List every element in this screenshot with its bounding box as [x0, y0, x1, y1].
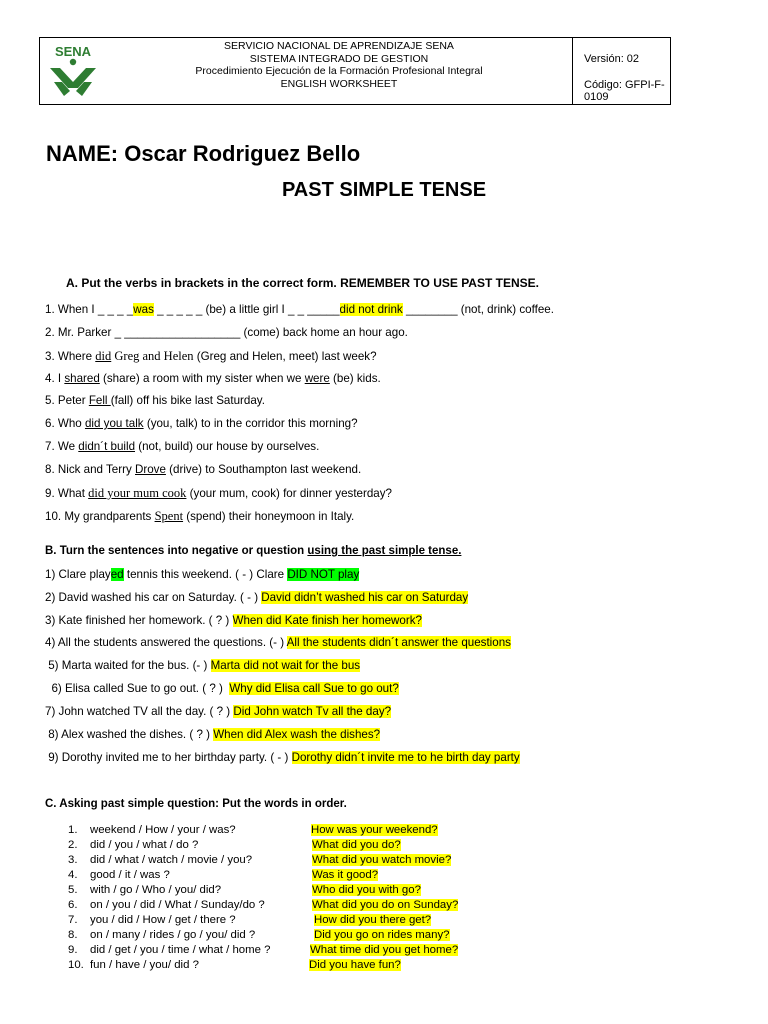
b-item-7 — [45, 705, 391, 718]
b-item-1 — [45, 568, 359, 581]
a-item-3 — [45, 349, 377, 364]
c7-num: 7. — [68, 914, 78, 926]
a1-answer-1: was — [133, 303, 154, 316]
c2-question: did / you / what / do ? — [90, 839, 199, 851]
c-item-4 — [68, 869, 528, 884]
a4-mid: (share) a room with my sister when we — [99, 372, 305, 385]
b1-q-part1: 1) Clare play — [45, 568, 111, 581]
a4-post: (be) kids. — [329, 372, 381, 385]
b9-question: 9) Dorothy invited me to her birthday party. ( - ) — [45, 751, 292, 764]
c3-question: did / what / watch / movie / you? — [90, 854, 253, 866]
c5-answer: Who did you with go? — [312, 884, 421, 896]
a5-answer: Fell — [88, 394, 111, 407]
c8-num: 8. — [68, 929, 78, 941]
c8-answer: Did you go on rides many? — [314, 929, 450, 941]
c-item-5 — [68, 884, 528, 899]
header-line-2: SISTEMA INTEGRADO DE GESTION — [249, 52, 429, 65]
c-item-9 — [68, 944, 528, 959]
b8-question: 8) Alex washed the dishes. ( ? ) — [45, 728, 214, 741]
a1-answer-2: did not drink — [339, 303, 403, 316]
b2-answer: David didn’t washed his car on Saturday — [261, 591, 469, 604]
b3-answer: When did Kate finish her homework? — [232, 614, 422, 627]
c5-question: with / go / Who / you/ did? — [90, 884, 222, 896]
c2-num: 2. — [68, 839, 78, 851]
a-item-8 — [45, 463, 361, 476]
b6-answer: Why did Elisa call Sue to go out? — [229, 682, 399, 695]
b3-question: 3) Kate finished her homework. ( ? ) — [45, 614, 233, 627]
b2-question: 2) David washed his car on Saturday. ( - ) — [45, 591, 262, 604]
b7-answer: Did John watch Tv all the day? — [233, 705, 392, 718]
header-line-3: Procedimiento Ejecución de la Formación Profesional Integral — [195, 65, 483, 77]
a10-pre: 10. My grandparents — [45, 510, 155, 523]
a-item-1 — [45, 303, 554, 316]
b-item-5 — [45, 659, 360, 672]
c9-num: 9. — [68, 944, 78, 956]
a-item-10 — [45, 509, 354, 524]
c7-answer: How did you there get? — [314, 914, 432, 926]
section-b-title — [45, 545, 461, 557]
a5-pre: 5. Peter — [45, 394, 89, 407]
c10-num: 10. — [68, 959, 84, 971]
b5-question: 5) Marta waited for the bus. (- ) — [45, 659, 211, 672]
c6-num: 6. — [68, 899, 78, 911]
c3-num: 3. — [68, 854, 78, 866]
a1-post: ________ (not, drink) coffee. — [402, 303, 554, 316]
section-b-title-pre: B. Turn the sentences into negative or question — [45, 545, 308, 557]
c-item-10 — [68, 959, 528, 974]
a7-pre: 7. We — [45, 440, 79, 453]
a6-answer: did you talk — [84, 417, 144, 430]
a4-pre: 4. I — [45, 372, 65, 385]
b4-answer: All the students didn´t answer the questions — [286, 636, 511, 649]
a1-mid: _ _ _ _ _ (be) a little girl I _ _ _____ — [153, 303, 340, 316]
a5-post: (fall) off his bike last Saturday. — [110, 394, 265, 407]
code-label: Código: GFPI-F-0109 — [584, 79, 665, 103]
b1-answer: DID NOT play — [287, 568, 360, 581]
b-item-8 — [45, 728, 380, 741]
a3-answer: did — [95, 349, 112, 363]
c1-question: weekend / How / your / was? — [90, 824, 236, 836]
header-line-4: ENGLISH WORKSHEET — [280, 77, 398, 90]
a-item-9 — [45, 486, 392, 501]
a-item-7 — [45, 440, 319, 453]
a3-answer-2: Greg and Helen — [111, 349, 194, 363]
c-item-6 — [68, 899, 528, 914]
a-item-5 — [45, 394, 265, 407]
student-name: NAME: Oscar Rodriguez Bello — [46, 141, 361, 166]
a7-post: (not, build) our house by ourselves. — [135, 440, 320, 453]
section-a-title: A. Put the verbs in brackets in the correct form. REMEMBER TO USE PAST TENSE. — [66, 276, 539, 290]
a8-answer: Drove — [135, 463, 166, 476]
c6-answer: What did you do on Sunday? — [312, 899, 459, 911]
a-item-6 — [45, 417, 358, 430]
c-item-2 — [68, 839, 528, 854]
b9-answer: Dorothy didn´t invite me to he birth day party — [291, 751, 520, 764]
b-item-2 — [45, 591, 468, 604]
c9-question: did / get / you / time / what / home ? — [90, 944, 271, 956]
c3-answer: What did you watch movie? — [312, 854, 452, 866]
a8-post: (drive) to Southampton last weekend. — [165, 463, 362, 476]
c5-num: 5. — [68, 884, 78, 896]
a6-pre: 6. Who — [45, 417, 85, 430]
c4-answer: Was it good? — [312, 869, 379, 881]
a10-answer: Spent — [154, 509, 184, 523]
a9-post: (your mum, cook) for dinner yesterday? — [186, 487, 392, 500]
b-item-6 — [45, 682, 399, 695]
c10-answer: Did you have fun? — [309, 959, 401, 971]
a9-pre: 9. What — [45, 487, 89, 500]
a7-answer: didn´t build — [78, 440, 136, 453]
c-item-3 — [68, 854, 528, 869]
c-item-7 — [68, 914, 528, 929]
c10-question: fun / have / you/ did ? — [90, 959, 199, 971]
b-item-4 — [45, 636, 511, 649]
b8-answer: When did Alex wash the dishes? — [213, 728, 381, 741]
c9-answer: What time did you get home? — [310, 944, 459, 956]
c-item-8 — [68, 929, 528, 944]
a4-answer-2: were — [304, 372, 330, 385]
section-c-title: C. Asking past simple question: Put the words in order. — [45, 798, 347, 810]
c4-question: good / it / was ? — [90, 869, 170, 881]
a10-post: (spend) their honeymoon in Italy. — [183, 510, 355, 523]
a3-pre: 3. Where — [45, 350, 96, 363]
c1-answer: How was your weekend? — [311, 824, 438, 836]
a4-answer: shared — [64, 372, 100, 385]
sena-logo-text: SENA — [54, 44, 92, 59]
a3-post: (Greg and Helen, meet) last week? — [193, 350, 377, 363]
a8-pre: 8. Nick and Terry — [45, 463, 135, 476]
sena-logo — [40, 38, 106, 104]
section-b-title-underlined: using the past simple tense. — [307, 545, 462, 557]
b6-question: 6) Elisa called Sue to go out. ( ? ) — [45, 682, 230, 695]
c4-num: 4. — [68, 869, 78, 881]
a-item-2: 2. Mr. Parker _ __________________ (come) back home an hour ago. — [45, 326, 408, 339]
b5-answer: Marta did not wait for the bus — [210, 659, 361, 672]
b1-q-highlight: ed — [110, 568, 124, 581]
header-meta — [572, 38, 670, 104]
header-titles — [106, 38, 572, 104]
header-line-1: SERVICIO NACIONAL DE APRENDIZAJE SENA — [224, 40, 454, 52]
b7-question: 7) John watched TV all the day. ( ? ) — [45, 705, 234, 718]
b4-question: 4) All the students answered the questions. (- ) — [45, 636, 287, 649]
c2-answer: What did you do? — [312, 839, 401, 851]
a6-post: (you, talk) to in the corridor this morning? — [143, 417, 358, 430]
c7-question: you / did / How / get / there ? — [90, 914, 236, 926]
sena-logo-icon — [40, 38, 106, 104]
document-header — [39, 37, 671, 105]
a9-answer: did your mum cook — [88, 486, 187, 500]
c8-question: on / many / rides / go / you/ did ? — [90, 929, 256, 941]
c6-question: on / you / did / What / Sunday/do ? — [90, 899, 265, 911]
c-item-1 — [68, 824, 528, 839]
b-item-3 — [45, 614, 422, 627]
b-item-9 — [45, 751, 520, 764]
b1-q-part2: tennis this weekend. ( - ) Clare — [123, 568, 288, 581]
a-item-4 — [45, 372, 381, 385]
c1-num: 1. — [68, 824, 78, 836]
page-title: PAST SIMPLE TENSE — [281, 179, 487, 201]
a1-pre: 1. When I _ _ _ _ — [45, 303, 134, 316]
version-label: Versión: 02 — [584, 53, 640, 65]
